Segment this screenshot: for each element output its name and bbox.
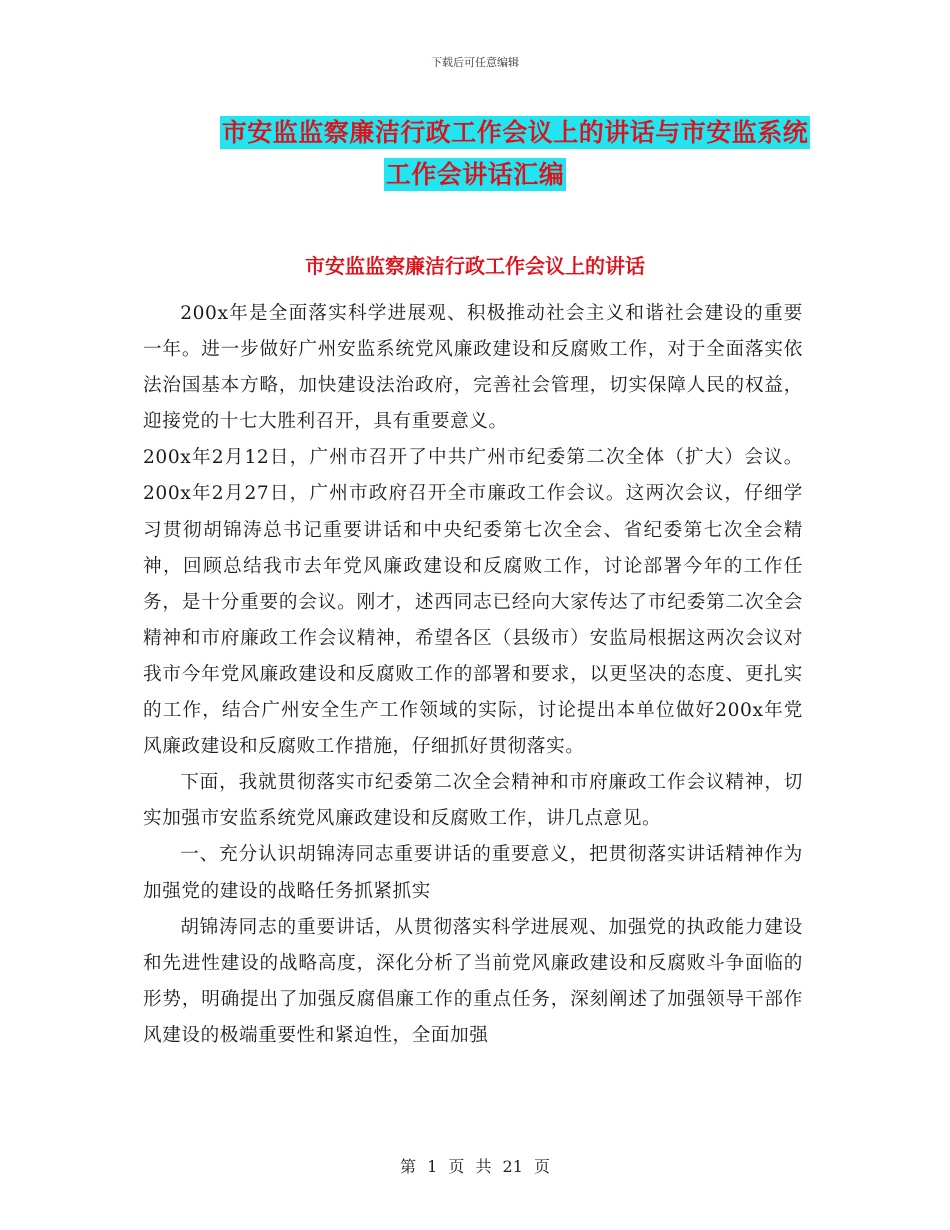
document-title-line-2 (0, 155, 950, 191)
title-highlight-2: 工作会讲话汇编 (385, 160, 565, 189)
section-title: 市安监监察廉洁行政工作会议上的讲话 (305, 254, 645, 278)
paragraph-4-heading: 一、充分认识胡锦涛同志重要讲话的重要意义，把贯彻落实讲话精神作为加强党的建设的战略任务抓紧抓实 (143, 844, 803, 902)
paragraph-5: 胡锦涛同志的重要讲话，从贯彻落实科学进展观、加强党的执政能力建设和先进性建设的战略高度，深化分析了当前党风廉政建设和反腐败斗争面临的形势，明确提出了加强反腐倡廉工作的重点任务，深刻阐述了加强领导干部作风建设的极端重要性和紧迫性，全面加强 (143, 916, 803, 1046)
body-text (143, 296, 803, 1054)
paragraph-3: 下面，我就贯彻落实市纪委第二次全会精神和市府廉政工作会议精神，切实加强市安监系统党风廉政建设和反腐败工作，讲几点意见。 (143, 772, 803, 830)
page-footer: 第 1 页 共 21 页 (400, 1157, 550, 1176)
header-note: 下载后可任意编辑 (431, 56, 519, 69)
document-title-line-1 (40, 113, 950, 149)
title-highlight-1: 市安监监察廉洁行政工作会议上的讲话与市安监系统 (221, 118, 809, 147)
paragraph-2: 200x年2月12日，广州市召开了中共广州市纪委第二次全体（扩大）会议。200x年2月27日，广州市政府召开全市廉政工作会议。这两次会议，仔细学习贯彻胡锦涛总书记重要讲话和中央纪委第七次全会、省纪委第七次全会精神，回顾总结我市去年党风廉政建设和反腐败工作，讨论部署今年的工作任务，是十分重要的会议。刚才，述西同志已经向大家传达了市纪委第二次全会精神和市府廉政工作会议精神，希望各区（县级市）安监局根据这两次会议对我市今年党风廉政建设和反腐败工作的部署和要求，以更坚决的态度、更扎实的工作，结合广州安全生产工作领域的实际，讨论提出本单位做好200x年党风廉政建设和反腐败工作措施，仔细抓好贯彻落实。 (143, 447, 803, 758)
paragraph-1: 200x年是全面落实科学进展观、积极推动社会主义和谐社会建设的重要一年。进一步做好广州安监系统党风廉政建设和反腐败工作，对于全面落实依法治国基本方略，加快建设法治政府，完善社会管理，切实保障人民的权益，迎接党的十七大胜利召开，具有重要意义。 (143, 303, 803, 433)
